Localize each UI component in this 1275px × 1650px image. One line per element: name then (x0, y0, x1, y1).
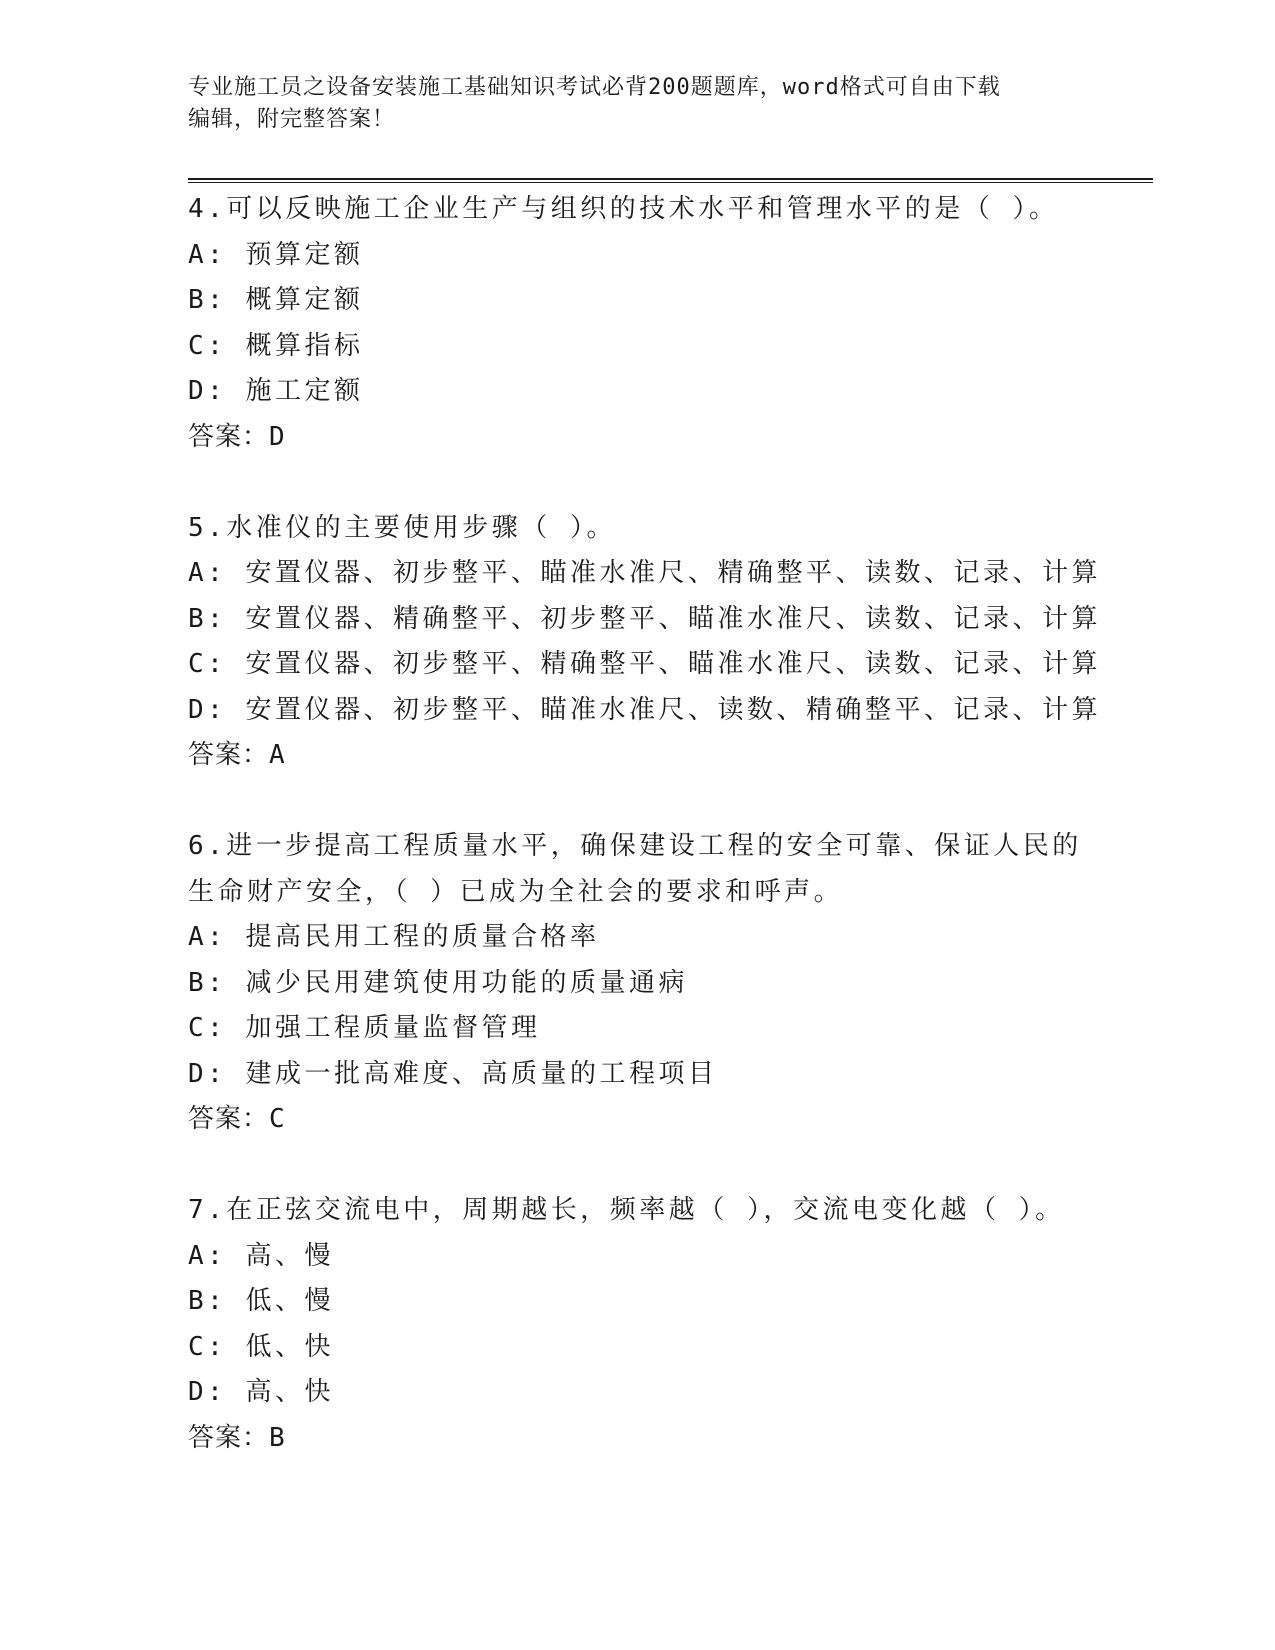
answer-label: 答案： (188, 1104, 270, 1134)
option-c: C: 加强工程质量监督管理 (188, 1013, 541, 1043)
option-b: B: 安置仪器、精确整平、初步整平、瞄准水准尺、读数、记录、计算 (188, 603, 1101, 634)
stem-line: 生命财产安全，（ ）已成为全社会的要求和呼声。 (188, 876, 844, 907)
option-a: A: 预算定额 (188, 239, 364, 270)
answer-label: 答案： (188, 421, 270, 452)
answer-value: B (269, 1422, 286, 1453)
stem-line: 5.水准仪的主要使用步骤（ ）。 (188, 512, 616, 543)
option-c: C: 低、快 (188, 1331, 334, 1362)
question-4 (188, 187, 1148, 460)
question-stem (188, 1188, 1148, 1234)
option-a: A: 安置仪器、初步整平、瞄准水准尺、精确整平、读数、记录、计算 (188, 558, 1101, 588)
option-b: B: 减少民用建筑使用功能的质量通病 (188, 967, 688, 998)
question-list (188, 187, 1148, 1507)
option-d: D: 高、快 (188, 1377, 334, 1407)
header-line-1: 专业施工员之设备安装施工基础知识考试必背200题题库，word格式可自由下载 (188, 75, 1001, 100)
answer-value: A (269, 740, 286, 770)
option-c: C: 概算指标 (188, 330, 364, 361)
option-c: C: 安置仪器、初步整平、精确整平、瞄准水准尺、读数、记录、计算 (188, 649, 1101, 679)
option-b: B: 低、慢 (188, 1286, 334, 1316)
answer-label: 答案： (188, 740, 270, 770)
header-line-2: 编辑，附完整答案！ (188, 107, 396, 132)
question-stem (188, 187, 1148, 233)
option-b: B: 概算定额 (188, 285, 364, 315)
question-5 (188, 506, 1148, 779)
answer-line (188, 1416, 1148, 1461)
answer-label: 答案： (188, 1422, 270, 1453)
stem-line: 4.可以反映施工企业生产与组织的技术水平和管理水平的是（ ）。 (188, 194, 1059, 224)
document-header (188, 72, 1088, 136)
answer-line (188, 733, 1148, 778)
stem-line: 7.在正弦交流电中，周期越长，频率越（ ），交流电变化越（ ）。 (188, 1195, 1065, 1225)
option-a: A: 提高民用工程的质量合格率 (188, 922, 600, 952)
answer-line (188, 1097, 1148, 1142)
option-a: A: 高、慢 (188, 1240, 334, 1271)
answer-line (188, 415, 1148, 460)
option-d: D: 建成一批高难度、高质量的工程项目 (188, 1058, 718, 1089)
option-d: D: 施工定额 (188, 376, 364, 406)
answer-value: D (269, 421, 286, 452)
header-divider (188, 178, 1153, 183)
question-6 (188, 824, 1148, 1142)
question-7 (188, 1188, 1148, 1461)
stem-line: 6.进一步提高工程质量水平，确保建设工程的安全可靠、保证人民的 (188, 831, 1082, 861)
question-stem (188, 824, 1148, 915)
option-d: D: 安置仪器、初步整平、瞄准水准尺、读数、精确整平、记录、计算 (188, 694, 1101, 725)
question-stem (188, 506, 1148, 552)
answer-value: C (269, 1104, 286, 1134)
